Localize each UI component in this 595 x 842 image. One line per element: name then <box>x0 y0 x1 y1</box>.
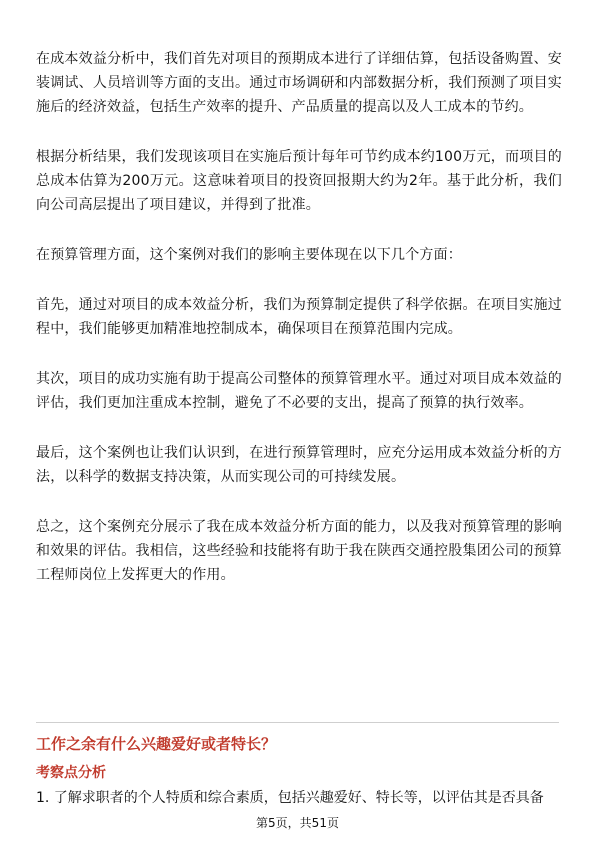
paragraph-analysis-result: 根据分析结果，我们发现该项目在实施后预计每年可节约成本约100万元，而项目的总成本估算为200万元。这意味着项目的投资回报期大约为2年。基于此分析，我们向公司高层提出了项目建议，并得到了批准。 <box>36 149 562 213</box>
paragraph-cost-estimate: 在成本效益分析中，我们首先对项目的预期成本进行了详细估算，包括设备购置、安装调试、人员培训等方面的支出。通过市场调研和内部数据分析，我们预测了项目实施后的经济效益，包括生产效率的提升、产品质量的提高以及人工成本的节约。 <box>36 51 562 115</box>
section-divider <box>36 722 559 723</box>
paragraph-second: 其次，项目的成功实施有助于提高公司整体的预算管理水平。通过对项目成本效益的评估，我们更加注重成本控制，避免了不必要的支出，提高了预算的执行效率。 <box>36 371 562 411</box>
list-item: 1. 了解求职者的个人特质和综合素质，包括兴趣爱好、特长等，以评估其是否具备 <box>36 790 544 806</box>
paragraph-first: 首先，通过对项目的成本效益分析，我们为预算制定提供了科学依据。在项目实施过程中，我们能够更加精准地控制成本，确保项目在预算范围内完成。 <box>36 297 562 337</box>
paragraph-budget-impact-intro: 在预算管理方面，这个案例对我们的影响主要体现在以下几个方面： <box>36 247 462 263</box>
paragraph-last: 最后，这个案例也让我们认识到，在进行预算管理时，应充分运用成本效益分析的方法，以科学的数据支持决策，从而实现公司的可持续发展。 <box>36 445 562 485</box>
section-label: 考察点分析 <box>36 765 106 781</box>
question-title: 工作之余有什么兴趣爱好或者特长？ <box>36 735 277 753</box>
body-text <box>36 47 562 587</box>
paragraph-conclusion: 总之，这个案例充分展示了我在成本效益分析方面的能力，以及我对预算管理的影响和效果的评估。我相信，这些经验和技能将有助于我在陕西交通控股集团公司的预算工程师岗位上发挥更大的作用。 <box>36 519 562 583</box>
page-number: 第5页，共51页 <box>256 816 339 830</box>
